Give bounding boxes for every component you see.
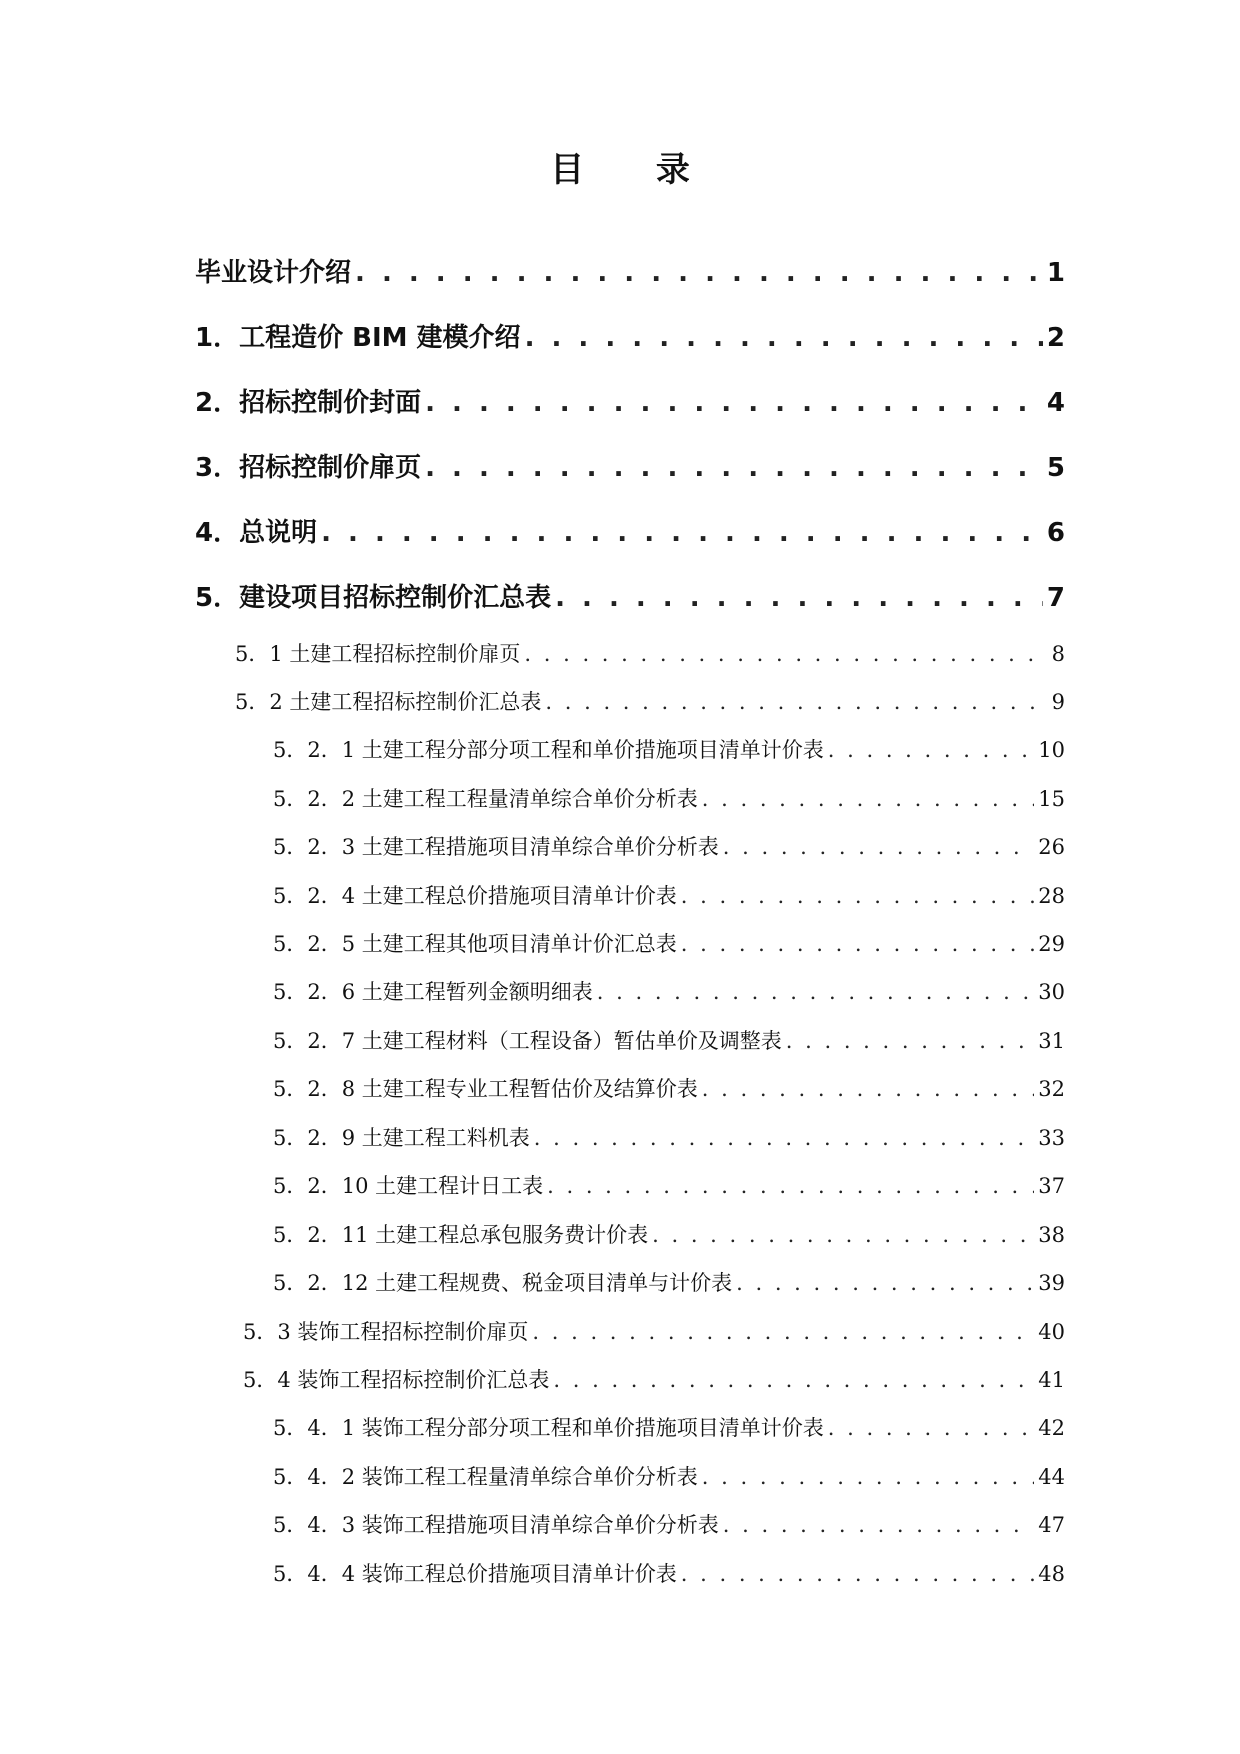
toc-entry-label: 毕业设计介绍 xyxy=(195,258,352,288)
toc-entry[interactable] xyxy=(273,1412,1065,1442)
toc-entry[interactable] xyxy=(243,1364,1065,1394)
toc-leader xyxy=(545,690,1047,714)
toc-entry-label: 5．建设项目招标控制价汇总表 xyxy=(195,583,552,613)
toc-entry-page: 29 xyxy=(1038,932,1065,956)
toc-entry-page: 40 xyxy=(1038,1320,1065,1344)
toc-entry[interactable] xyxy=(273,1219,1065,1249)
toc-entry[interactable] xyxy=(273,928,1065,958)
toc-entry-page: 38 xyxy=(1038,1223,1065,1247)
toc-entry[interactable] xyxy=(273,976,1065,1006)
toc-entry-label: 5．2．7 土建工程材料（工程设备）暂估单价及调整表 xyxy=(273,1029,782,1053)
toc-leader xyxy=(681,884,1035,908)
toc-entry-page: 39 xyxy=(1038,1271,1065,1295)
toc-entry-page: 4 xyxy=(1046,388,1065,418)
toc-leader xyxy=(681,932,1035,956)
toc-entry[interactable] xyxy=(195,382,1065,419)
toc-leader xyxy=(702,787,1035,811)
toc-entry-page: 44 xyxy=(1038,1465,1065,1489)
toc-leader xyxy=(321,518,1043,548)
toc-entry[interactable] xyxy=(273,1073,1065,1103)
toc-entry[interactable] xyxy=(273,880,1065,910)
toc-entry-label: 5．4．1 装饰工程分部分项工程和单价措施项目清单计价表 xyxy=(273,1416,824,1440)
toc-leader xyxy=(786,1029,1035,1053)
toc-entry-label: 5．4．4 装饰工程总价措施项目清单计价表 xyxy=(273,1562,677,1586)
toc-entry[interactable] xyxy=(273,1170,1065,1200)
toc-leader xyxy=(534,1126,1035,1150)
toc-leader xyxy=(525,323,1043,353)
toc-entry-page: 28 xyxy=(1038,884,1065,908)
toc-entry[interactable] xyxy=(195,252,1065,289)
toc-entry-page: 10 xyxy=(1038,738,1065,762)
toc-entry-label: 5．4 装饰工程招标控制价汇总表 xyxy=(243,1368,550,1392)
toc-entry-label: 5．2．2 土建工程工程量清单综合单价分析表 xyxy=(273,787,698,811)
toc-entry[interactable] xyxy=(195,317,1065,354)
toc-entry-label: 5．2．1 土建工程分部分项工程和单价措施项目清单计价表 xyxy=(273,738,824,762)
toc-entry-page: 30 xyxy=(1038,980,1065,1004)
toc-leader xyxy=(723,1513,1035,1537)
toc-entry-label: 3．招标控制价扉页 xyxy=(195,453,422,483)
toc-entry-page: 7 xyxy=(1046,583,1065,613)
toc-entry-label: 1．工程造价 BIM 建模介绍 xyxy=(195,323,521,353)
toc-leader xyxy=(828,738,1035,762)
toc-entry-label: 2．招标控制价封面 xyxy=(195,388,422,418)
page-title: 目 录 xyxy=(550,150,720,190)
toc-entry[interactable] xyxy=(273,1558,1065,1588)
toc-leader xyxy=(555,583,1043,613)
toc-leader xyxy=(553,1368,1034,1392)
toc-entry[interactable] xyxy=(273,734,1065,764)
toc-entry-page: 6 xyxy=(1046,518,1065,548)
toc-entry-page: 9 xyxy=(1051,690,1065,714)
toc-leader xyxy=(532,1320,1034,1344)
toc-entry[interactable] xyxy=(243,1316,1065,1346)
toc-entry[interactable] xyxy=(235,638,1065,668)
toc-entry-label: 5．4．3 装饰工程措施项目清单综合单价分析表 xyxy=(273,1513,719,1537)
toc-entry-page: 48 xyxy=(1038,1562,1065,1586)
toc-entry-label: 5．2．11 土建工程总承包服务费计价表 xyxy=(273,1223,649,1247)
toc-entry-page: 8 xyxy=(1051,642,1065,666)
toc-leader xyxy=(425,453,1043,483)
toc-entry-label: 5．2．8 土建工程专业工程暂估价及结算价表 xyxy=(273,1077,698,1101)
toc-leader xyxy=(425,388,1043,418)
toc-entry[interactable] xyxy=(273,1267,1065,1297)
toc-leader xyxy=(524,642,1047,666)
toc-entry-page: 47 xyxy=(1038,1513,1065,1537)
toc-entry-page: 37 xyxy=(1038,1174,1065,1198)
toc-entry-page: 2 xyxy=(1046,323,1065,353)
toc-leader xyxy=(828,1416,1035,1440)
toc-entry-label: 5．2 土建工程招标控制价汇总表 xyxy=(235,690,542,714)
toc-entry-label: 5．2．10 土建工程计日工表 xyxy=(273,1174,544,1198)
toc-entry[interactable] xyxy=(195,447,1065,484)
toc-entry-label: 5．3 装饰工程招标控制价扉页 xyxy=(243,1320,529,1344)
toc-leader xyxy=(597,980,1035,1004)
toc-entry-page: 31 xyxy=(1038,1029,1065,1053)
toc-entry[interactable] xyxy=(273,831,1065,861)
toc-leader xyxy=(702,1465,1035,1489)
toc-entry[interactable] xyxy=(273,783,1065,813)
toc-entry-page: 1 xyxy=(1046,258,1065,288)
toc-leader xyxy=(547,1174,1034,1198)
toc-entry-label: 5．2．5 土建工程其他项目清单计价汇总表 xyxy=(273,932,677,956)
toc-leader xyxy=(652,1223,1034,1247)
toc-entry[interactable] xyxy=(195,512,1065,549)
toc-entry-page: 32 xyxy=(1038,1077,1065,1101)
toc-entry[interactable] xyxy=(273,1461,1065,1491)
toc-entry-page: 42 xyxy=(1038,1416,1065,1440)
toc-leader xyxy=(723,835,1035,859)
toc-entry[interactable] xyxy=(273,1025,1065,1055)
toc-entry-page: 15 xyxy=(1038,787,1065,811)
toc-entry-label: 4．总说明 xyxy=(195,518,318,548)
toc-leader xyxy=(681,1562,1035,1586)
toc-entry-page: 33 xyxy=(1038,1126,1065,1150)
toc-entry-label: 5．2．4 土建工程总价措施项目清单计价表 xyxy=(273,884,677,908)
toc-entry-label: 5．2．12 土建工程规费、税金项目清单与计价表 xyxy=(273,1271,733,1295)
toc-entry-label: 5．2．6 土建工程暂列金额明细表 xyxy=(273,980,593,1004)
toc-entry-page: 5 xyxy=(1046,453,1065,483)
toc-entry-label: 5．2．3 土建工程措施项目清单综合单价分析表 xyxy=(273,835,719,859)
toc-entry[interactable] xyxy=(235,686,1065,716)
toc-leader xyxy=(736,1271,1034,1295)
toc-entry-label: 5．1 土建工程招标控制价扉页 xyxy=(235,642,521,666)
toc-leader xyxy=(355,258,1043,288)
toc-entry[interactable] xyxy=(273,1122,1065,1152)
toc-entry[interactable] xyxy=(273,1509,1065,1539)
toc-entry[interactable] xyxy=(195,577,1065,614)
toc-entry-label: 5．4．2 装饰工程工程量清单综合单价分析表 xyxy=(273,1465,698,1489)
toc-leader xyxy=(702,1077,1035,1101)
toc-entry-page: 26 xyxy=(1038,835,1065,859)
toc-entry-page: 41 xyxy=(1038,1368,1065,1392)
toc-entry-label: 5．2．9 土建工程工料机表 xyxy=(273,1126,530,1150)
